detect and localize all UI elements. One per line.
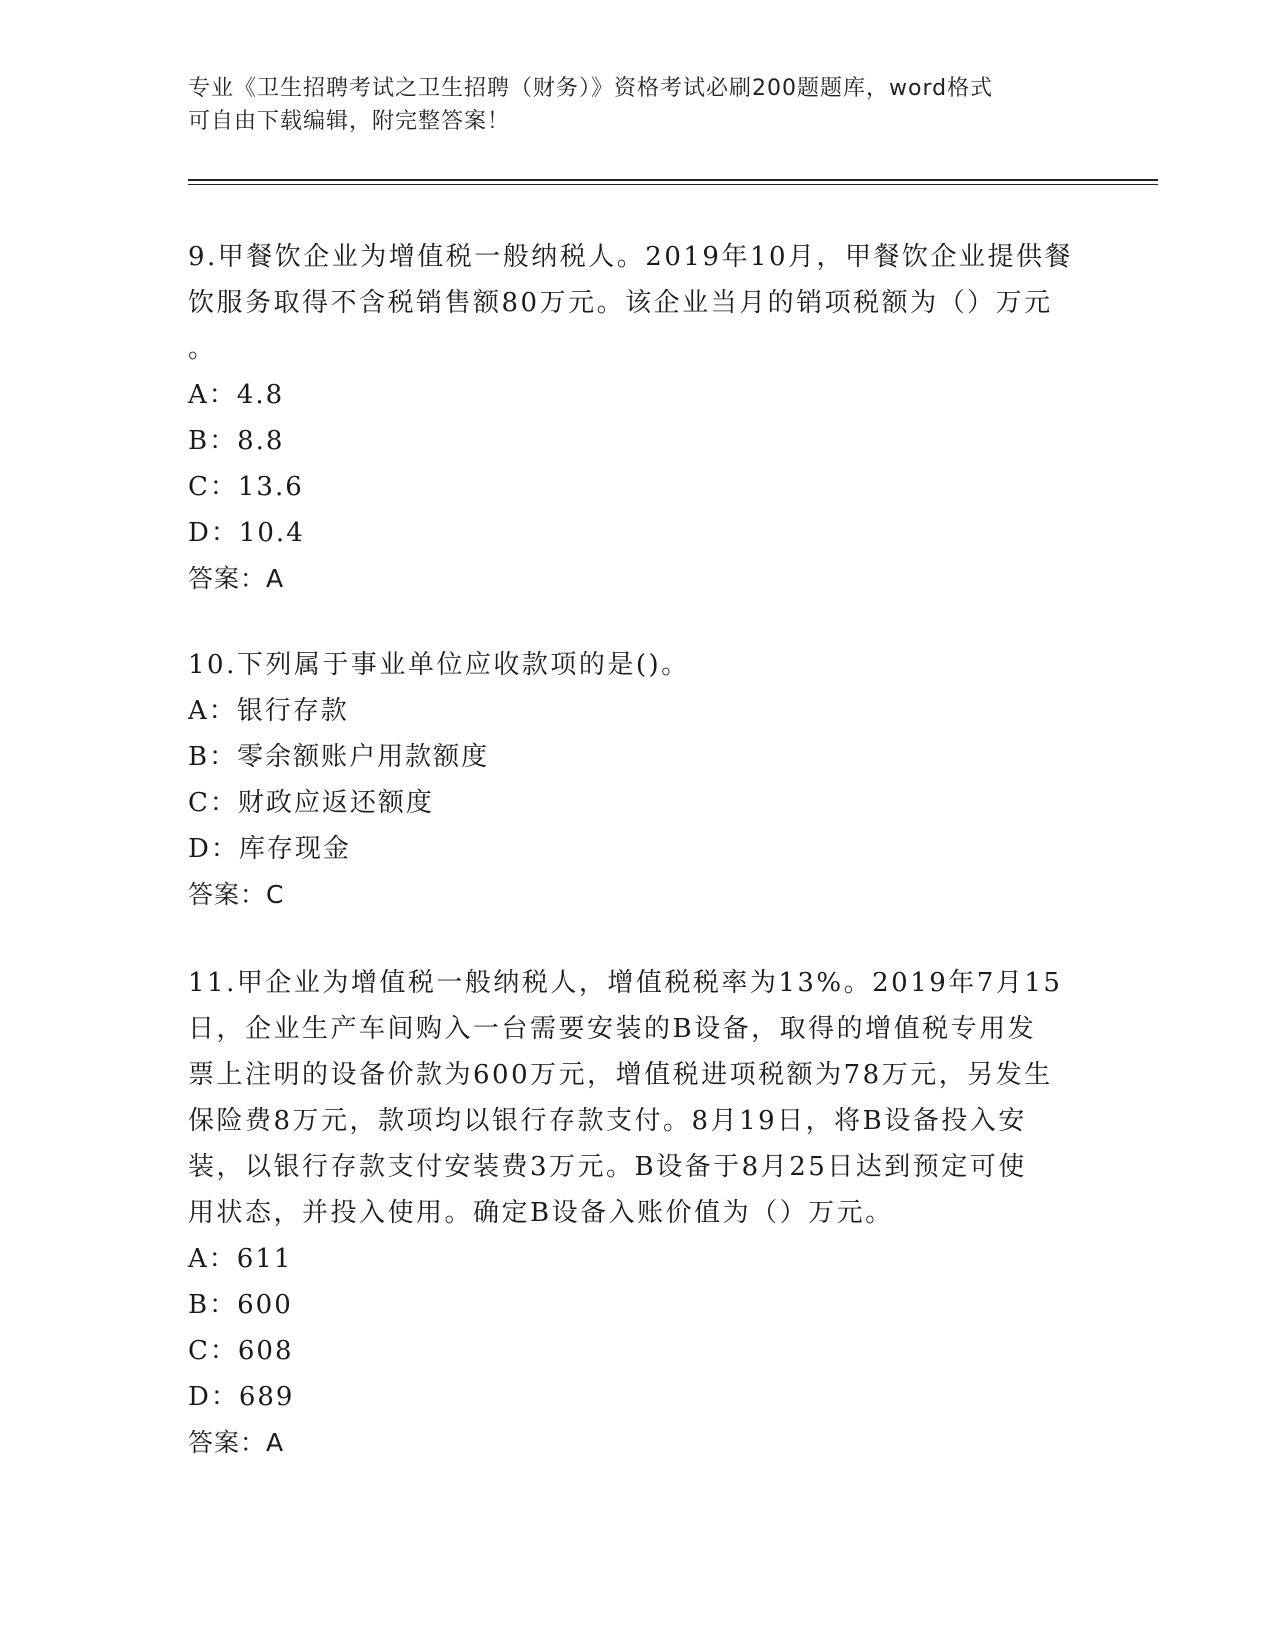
- stem-line: 用状态，并投入使用。确定B设备入账价值为（）万元。: [188, 1198, 894, 1228]
- question-stem: [188, 642, 1078, 688]
- option-d: D：库存现金: [188, 834, 351, 864]
- answer-label: 答案：C: [188, 880, 285, 909]
- stem-line: 票上注明的设备价款为600万元，增值税进项税额为78万元，另发生: [188, 1060, 1053, 1090]
- header-rule-thick: [188, 179, 1158, 181]
- answer-label: 答案：A: [188, 1428, 285, 1457]
- question-11: [188, 960, 1078, 1466]
- stem-line: 饮服务取得不含税销售额80万元。该企业当月的销项税额为（）万元: [188, 288, 1053, 318]
- option-c: C：财政应返还额度: [188, 788, 434, 818]
- option-c: C：13.6: [188, 472, 304, 502]
- header-rule-thin: [188, 184, 1158, 185]
- option-b: B：600: [188, 1290, 293, 1320]
- header-line-1: 专业《卫生招聘考试之卫生招聘（财务）》资格考试必刷200题题库，word格式: [188, 76, 994, 101]
- option-d: D：689: [188, 1382, 295, 1412]
- stem-line: 保险费8万元，款项均以银行存款支付。8月19日，将B设备投入安: [188, 1106, 1027, 1136]
- question-10: [188, 642, 1078, 918]
- option-b: B：8.8: [188, 426, 285, 456]
- stem-line: 9.甲餐饮企业为增值税一般纳税人。2019年10月，甲餐饮企业提供餐: [188, 242, 1074, 272]
- stem-line: 日，企业生产车间购入一台需要安装的B设备，取得的增值税专用发: [188, 1014, 1037, 1044]
- question-9: [188, 234, 1078, 602]
- option-a: A：4.8: [188, 380, 285, 410]
- option-d: D：10.4: [188, 518, 305, 548]
- option-a: A：611: [188, 1244, 293, 1274]
- stem-line: 。: [188, 334, 217, 364]
- answer-label: 答案：A: [188, 564, 285, 593]
- option-c: C：608: [188, 1336, 294, 1366]
- stem-line: 装，以银行存款支付安装费3万元。B设备于8月25日达到预定可使: [188, 1152, 1027, 1182]
- header-line-2: 可自由下载编辑，附完整答案！: [188, 109, 511, 134]
- option-a: A：银行存款: [188, 696, 349, 726]
- document-header: [188, 72, 1068, 138]
- option-b: B：零余额账户用款额度: [188, 742, 490, 772]
- stem-line: 11.甲企业为增值税一般纳税人，增值税税率为13%。2019年7月15: [188, 968, 1063, 998]
- stem-line: 10.下列属于事业单位应收款项的是()。: [188, 650, 690, 680]
- question-stem: [188, 234, 1078, 372]
- question-stem: [188, 960, 1078, 1236]
